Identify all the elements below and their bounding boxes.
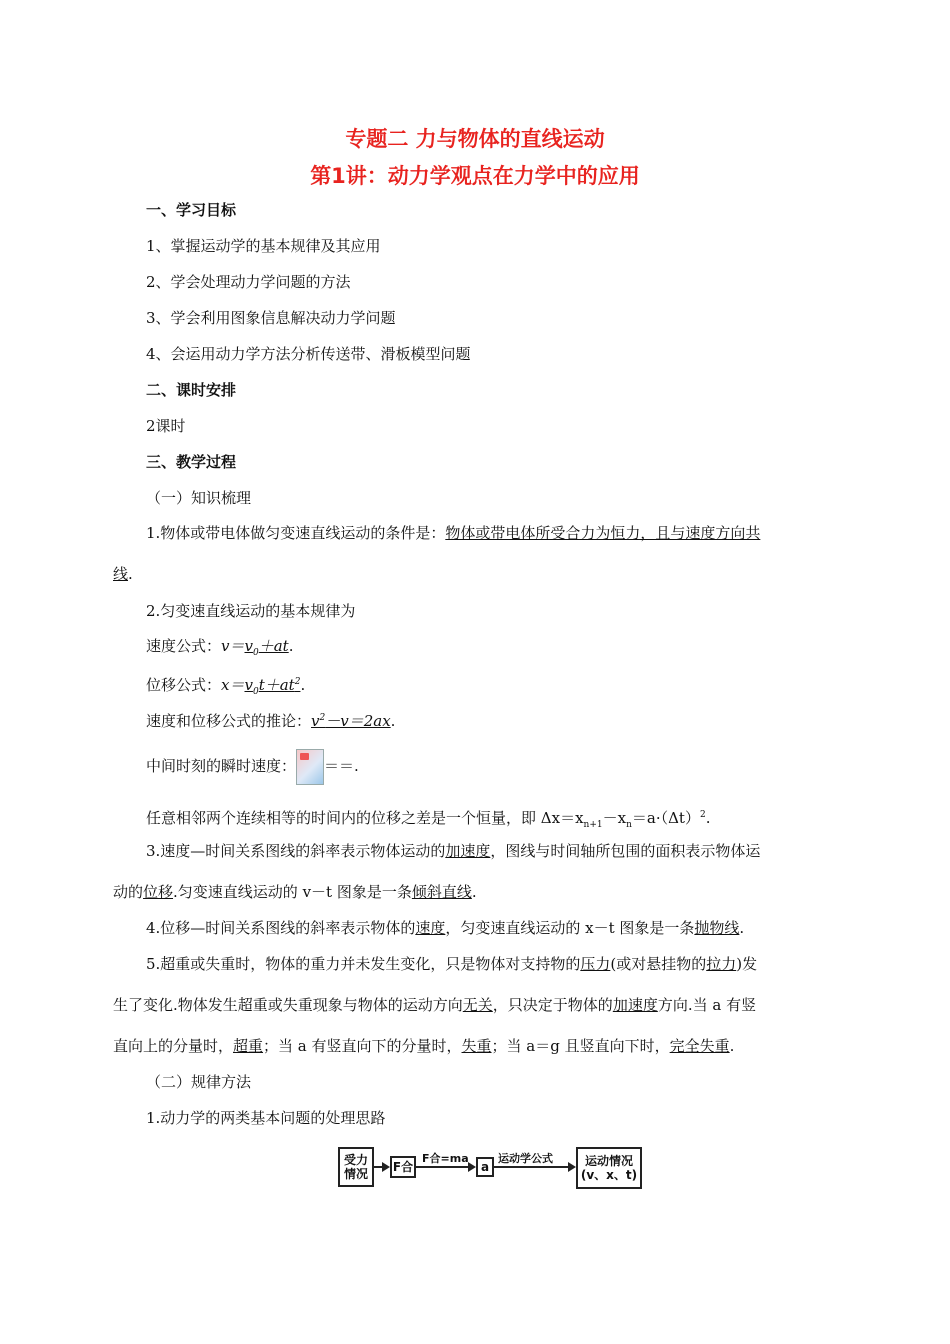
paragraph-2: 2.匀变速直线运动的基本规律为 (146, 602, 356, 620)
arrow-label-newton: F合=ma (422, 1152, 469, 1165)
acceleration-box: a (476, 1157, 494, 1177)
paragraph-5-cont-2: 直向上的分量时，超重；当 a 有竖直向下的分量时，失重；当 a＝g 且竖直向下时，完全失重. (113, 1037, 735, 1055)
subsection-knowledge: （一）知识梳理 (146, 489, 252, 507)
velocity-formula: 速度公式：$v=v_0+at$. (146, 637, 294, 658)
paragraph-1-cont: 线. (113, 565, 133, 583)
goal-item-1: 1、掌握运动学的基本规律及其应用 (146, 237, 381, 255)
arrow-label-kinematics: 运动学公式 (498, 1152, 553, 1165)
section-heading-goals: 一、学习目标 (146, 201, 237, 219)
mid-time-velocity: 中间时刻的瞬时速度： ＝＝. (146, 748, 359, 785)
section-heading-schedule: 二、课时安排 (146, 381, 237, 399)
section-heading-process: 三、教学过程 (146, 453, 237, 471)
paragraph-3-cont: 动的位移.匀变速直线运动的 v－t 图象是一条倾斜直线. (113, 883, 477, 901)
inference-formula: 速度和位移公式的推论：$v^2-v=2ax$. (146, 712, 396, 730)
displacement-formula: 位移公式：$x=v_0t+at^2$. (146, 676, 306, 697)
paragraph-1: 1.物体或带电体做匀变速直线运动的条件是：物体或带电体所受合力为恒力，且与速度方向共 (146, 524, 761, 542)
page-subtitle: 第1讲：动力学观点在力学中的应用 (310, 164, 640, 188)
method-item-1: 1.动力学的两类基本问题的处理思路 (146, 1109, 386, 1127)
paragraph-4: 4.位移—时间关系图线的斜率表示物体的速度，匀变速直线运动的 x－t 图象是一条抛物线. (146, 919, 745, 937)
paragraph-5: 5.超重或失重时，物体的重力并未发生变化，只是物体对支持物的压力(或对悬挂物的拉力)发 (146, 955, 758, 973)
subsection-methods: （二）规律方法 (146, 1073, 252, 1091)
page-title: 专题二 力与物体的直线运动 (345, 127, 605, 151)
arrow (374, 1166, 388, 1168)
goal-item-2: 2、学会处理动力学问题的方法 (146, 273, 351, 291)
goal-item-4: 4、会运用动力学方法分析传送带、滑板模型问题 (146, 345, 471, 363)
net-force-box: F合 (390, 1156, 416, 1178)
dynamics-flow-diagram (338, 1147, 642, 1189)
formula-image-icon (296, 749, 324, 785)
goal-item-3: 3、学会利用图象信息解决动力学问题 (146, 309, 396, 327)
paragraph-5-cont-1: 生了变化.物体发生超重或失重现象与物体的运动方向无关，只决定于物体的加速度方向.当 a 有竖 (113, 996, 757, 1014)
paragraph-3: 3.速度—时间关系图线的斜率表示物体运动的加速度，图线与时间轴所包围的面积表示物体运 (146, 842, 761, 860)
schedule-text: 2课时 (146, 417, 186, 435)
arrow (416, 1166, 474, 1168)
displacement-difference: 任意相邻两个连续相等的时间内的位移之差是一个恒量，即 $\Delta x=x_{n+1}-x_n=a\cdot(\Delta t)^2$. (146, 809, 711, 830)
motion-box: 运动情况 (v、x、t) (576, 1147, 642, 1189)
force-box: 受力 情况 (338, 1147, 374, 1187)
arrow (494, 1166, 574, 1168)
